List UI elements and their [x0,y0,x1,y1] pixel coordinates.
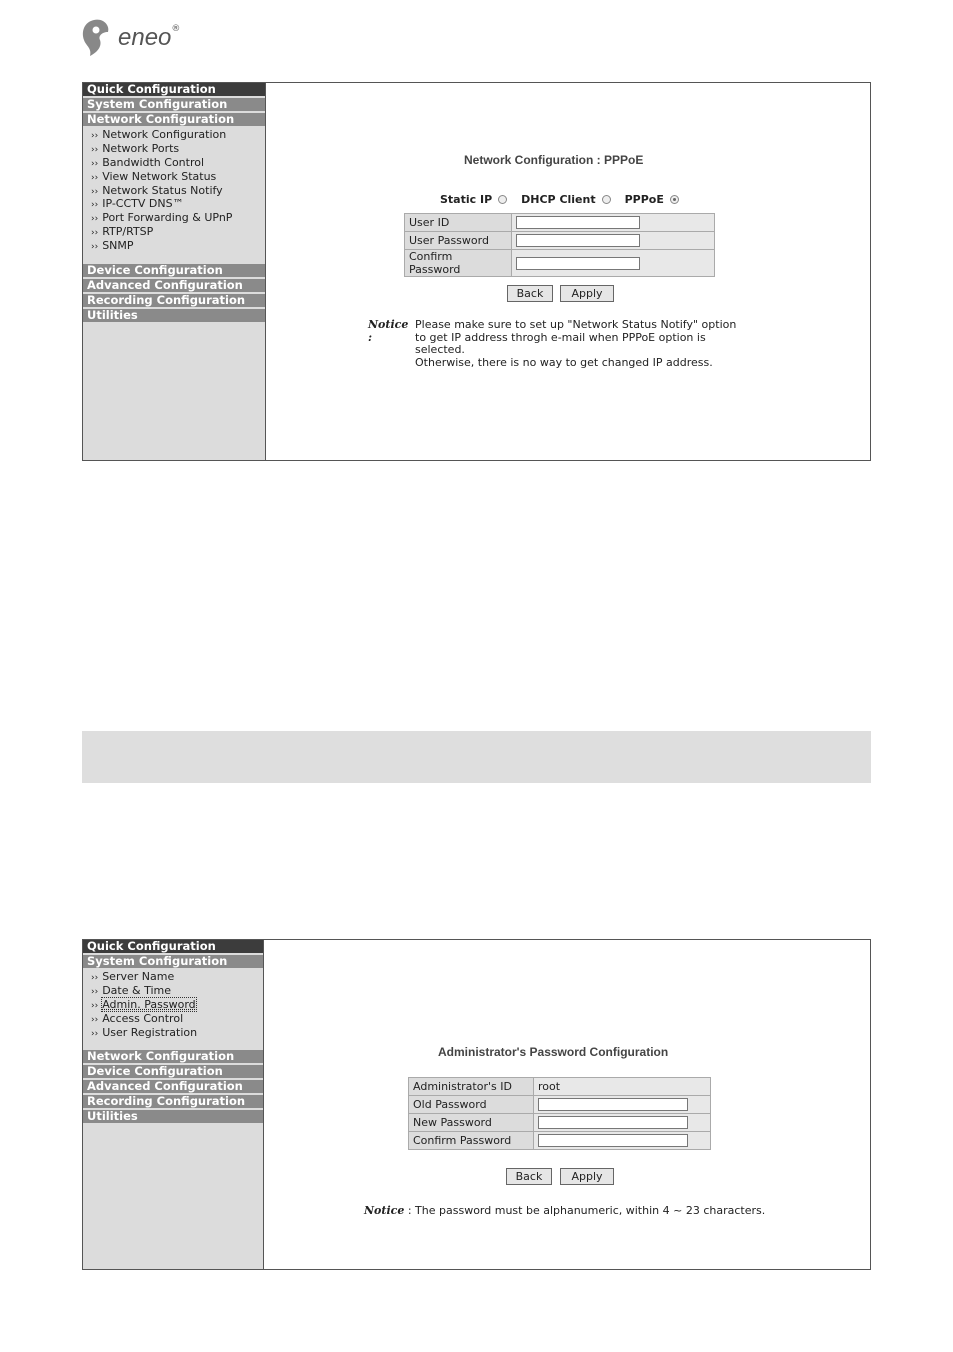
sidebar-item-bandwidth-control[interactable] [83,156,265,170]
sidebar-item-ip-cctv-dns[interactable] [83,197,265,211]
radio-static-ip-label: Static IP [440,193,493,206]
sidebar-item-label: Admin. Password [102,997,196,1011]
admin-password-panel [82,939,871,1270]
double-chevron-icon: ›› [91,172,99,183]
sidebar-item-label: IP-CCTV DNS™ [102,197,184,211]
user-password-input[interactable] [516,234,640,247]
field-label: New Password [409,1114,534,1132]
sidebar-category-recording-configuration[interactable]: Recording Configuration [83,1095,263,1108]
field-label: Confirm Password [409,1132,534,1150]
table-row [409,1078,711,1096]
notice-text: : The password must be alphanumeric, within 4 ~ 23 characters. [407,1204,766,1217]
radio-static-ip[interactable] [498,195,507,204]
sidebar-category-network-configuration[interactable]: Network Configuration [83,113,265,126]
sidebar-item-view-network-status[interactable] [83,170,265,184]
field-label: Confirm Password [405,250,512,277]
sidebar-category-device-configuration[interactable]: Device Configuration [83,1065,263,1078]
sidebar-item-label: Network Status Notify [102,183,223,197]
pppoe-config-panel [82,82,871,461]
field-label: User ID [405,214,512,232]
pppoe-credentials-table [404,213,715,277]
double-chevron-icon: ›› [91,242,99,253]
sidebar-item-port-forwarding-upnp[interactable] [83,211,265,225]
admin-id-value: root [534,1078,711,1096]
notice-label: Notice [364,1204,405,1217]
connection-type-radios [440,193,693,206]
table-row [409,1114,711,1132]
sidebar-category-advanced-configuration[interactable]: Advanced Configuration [83,279,265,292]
sidebar-item-server-name[interactable] [83,970,263,984]
sidebar-item-label: Bandwidth Control [102,155,205,169]
sidebar-category-advanced-configuration[interactable]: Advanced Configuration [83,1080,263,1093]
sidebar-item-label: Network Configuration [102,128,227,141]
sidebar-category-utilities[interactable]: Utilities [83,309,265,322]
sidebar-item-label: User Registration [102,1025,198,1039]
sidebar-item-access-control[interactable] [83,1012,263,1026]
sidebar-nav [83,83,266,460]
field-label: Old Password [409,1096,534,1114]
notice-line: Otherwise, there is no way to get changed IP address. [415,355,713,369]
confirm-password-input[interactable] [538,1134,688,1147]
double-chevron-icon: ›› [91,986,99,997]
page-title: Network Configuration : PPPoE [464,153,644,167]
double-chevron-icon: ›› [91,1028,99,1039]
sidebar-category-recording-configuration[interactable]: Recording Configuration [83,294,265,307]
table-row [409,1132,711,1150]
user-id-input[interactable] [516,216,640,229]
apply-button[interactable]: Apply [560,1168,614,1185]
sidebar-item-label: Port Forwarding & UPnP [102,211,233,225]
sidebar-item-admin-password[interactable] [83,998,263,1012]
double-chevron-icon: ›› [91,131,99,141]
double-chevron-icon: ›› [91,214,99,225]
apply-button[interactable]: Apply [560,285,614,302]
sidebar-item-user-registration[interactable] [83,1026,263,1040]
double-chevron-icon: ›› [91,973,99,983]
eneo-logo-icon [80,18,114,58]
field-label: Administrator's ID [409,1078,534,1096]
sidebar-nav [83,940,264,1269]
sidebar-item-label: View Network Status [102,169,217,183]
notice-line: Please make sure to set up "Network Status Notify" option [415,318,737,331]
eneo-logo-text: eneo [118,24,172,51]
double-chevron-icon: ›› [91,228,99,239]
sidebar-category-network-configuration[interactable]: Network Configuration [83,1050,263,1063]
sidebar-item-label: Server Name [102,970,175,983]
sidebar-item-label: Access Control [102,1011,184,1025]
table-row [405,250,715,277]
radio-pppoe-label: PPPoE [624,193,664,206]
sidebar-category-quick-configuration[interactable]: Quick Configuration [83,940,263,953]
double-chevron-icon: ›› [91,144,99,155]
sidebar-category-device-configuration[interactable]: Device Configuration [83,264,265,277]
sidebar-item-snmp[interactable] [83,239,265,253]
sidebar-item-label: Network Ports [102,141,180,155]
double-chevron-icon: ›› [91,1000,99,1011]
radio-pppoe[interactable] [670,195,679,204]
sidebar-item-label: RTP/RTSP [102,225,154,239]
double-chevron-icon: ›› [91,1014,99,1025]
notice-label: Notice : [368,318,409,344]
old-password-input[interactable] [538,1098,688,1111]
new-password-input[interactable] [538,1116,688,1129]
sidebar-item-rtp-rtsp[interactable] [83,225,265,239]
section-band [82,731,871,783]
notice-line: to get IP address throgh e-mail when PPPoE option is [415,330,706,344]
sidebar-item-network-ports[interactable] [83,142,265,156]
double-chevron-icon: ›› [91,158,99,169]
double-chevron-icon: ›› [91,200,99,211]
sidebar-item-network-status-notify[interactable] [83,184,265,198]
sidebar-item-label: Date & Time [102,983,171,997]
back-button[interactable]: Back [507,285,553,302]
sidebar-item-date-time[interactable] [83,984,263,998]
sidebar-category-system-configuration[interactable]: System Configuration [83,955,263,968]
table-row [409,1096,711,1114]
sidebar-category-system-configuration[interactable]: System Configuration [83,98,265,111]
back-button[interactable]: Back [506,1168,552,1185]
registered-mark: ® [171,24,181,34]
radio-dhcp-client[interactable] [602,195,611,204]
table-row [405,232,715,250]
radio-dhcp-client-label: DHCP Client [521,193,596,206]
page-title: Administrator's Password Configuration [438,1045,669,1059]
sidebar-category-utilities[interactable]: Utilities [83,1110,263,1123]
double-chevron-icon: ›› [91,186,99,197]
notice-block [368,319,736,369]
sidebar-item-label: SNMP [102,239,134,253]
notice-block [364,1205,765,1218]
sidebar-category-quick-configuration[interactable]: Quick Configuration [83,83,265,96]
table-row [405,214,715,232]
eneo-logo [80,16,180,60]
field-label: User Password [405,232,512,250]
confirm-password-input[interactable] [516,257,640,270]
notice-line: selected. [415,343,465,356]
admin-password-table [408,1077,711,1150]
sidebar-item-network-configuration[interactable] [83,128,265,142]
